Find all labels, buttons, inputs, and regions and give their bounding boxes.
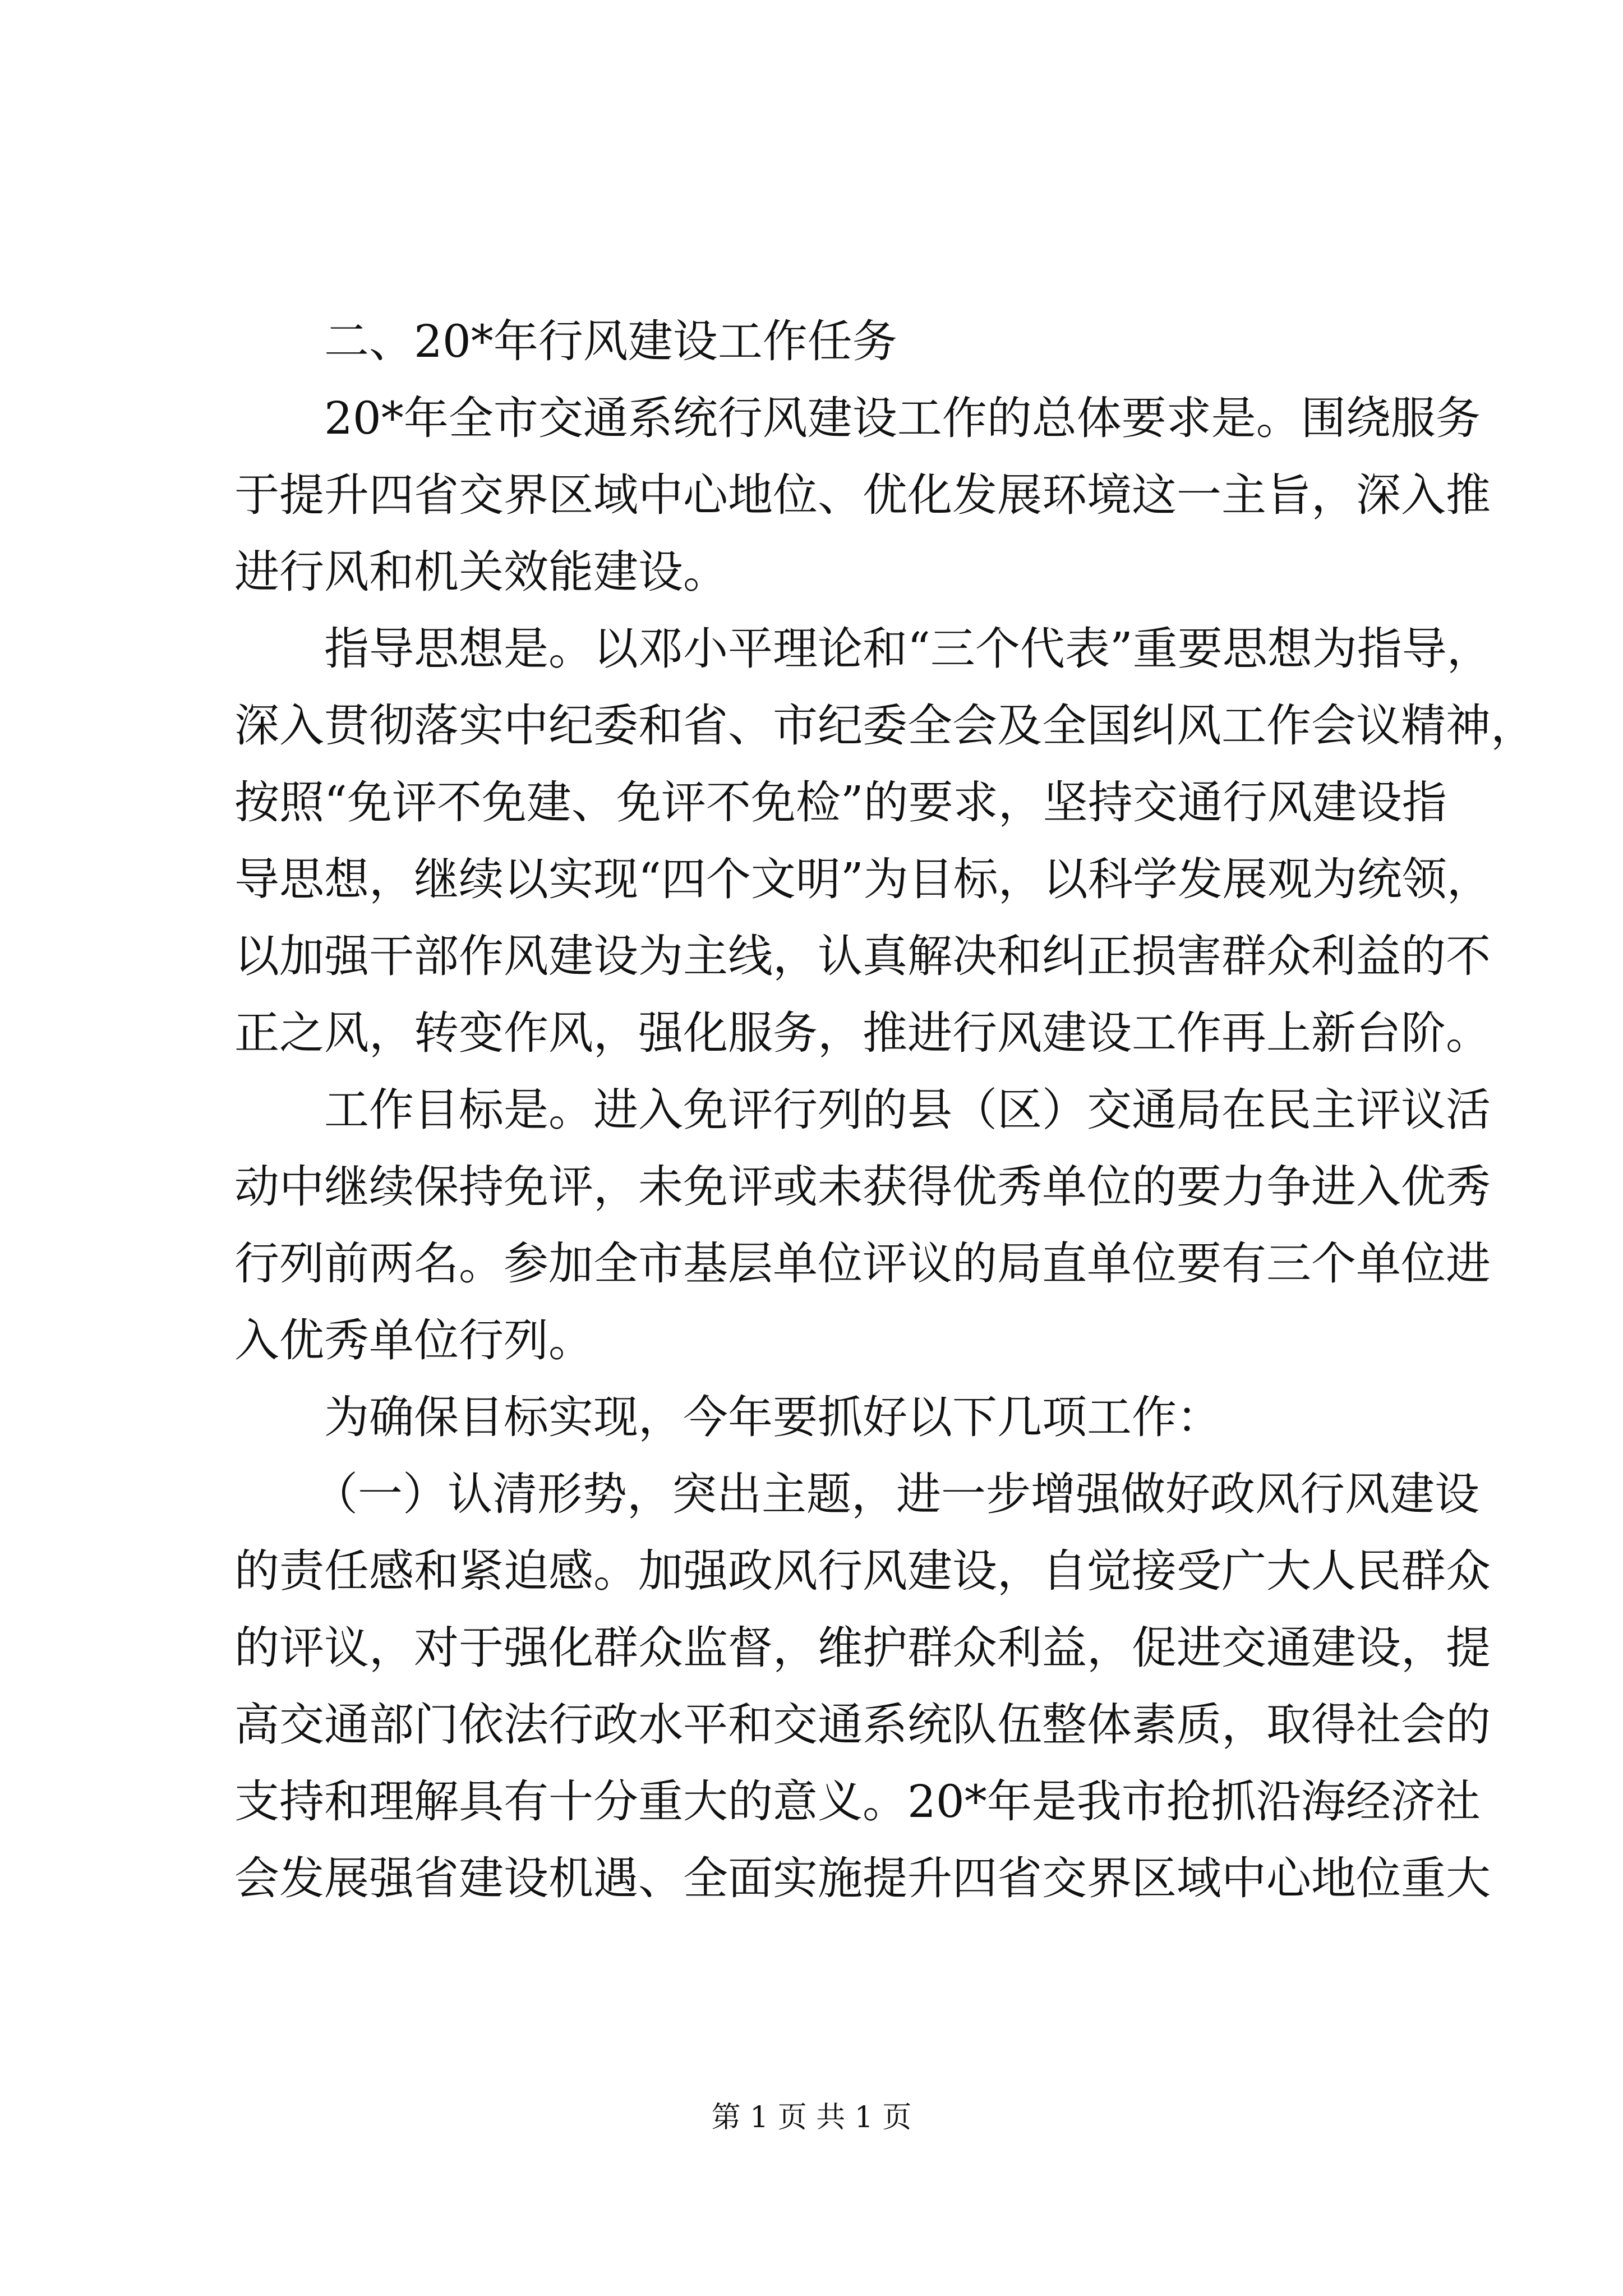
paragraph-item-one <box>234 1456 1491 1917</box>
paragraph-general-requirement <box>234 380 1491 610</box>
section-heading: 二、20*年行风建设工作任务 <box>324 315 897 367</box>
paragraph-guiding-ideology <box>234 610 1536 1071</box>
paragraph-work-goals <box>234 1071 1491 1379</box>
paragraph-line: 高交通部门依法行政水平和交通系统队伍整体素质，取得社会的 <box>234 1699 1491 1751</box>
paragraph-line: 正之风，转变作风，强化服务，推进行风建设工作再上新台阶。 <box>234 1007 1491 1059</box>
paragraph-line: 的责任感和紧迫感。加强政风行风建设，自觉接受广大人民群众 <box>234 1545 1491 1597</box>
paragraph-line: 指导思想是。以邓小平理论和“三个代表”重要思想为指导， <box>324 623 1492 675</box>
paragraph-line: 进行风和机关效能建设。 <box>234 546 728 598</box>
document-body <box>234 303 1536 1917</box>
paragraph-line: 以加强干部作风建设为主线，认真解决和纠正损害群众利益的不 <box>234 930 1491 982</box>
paragraph-line: （一）认清形势，突出主题，进一步增强做好政风行风建设 <box>313 1468 1479 1520</box>
paragraph-line: 支持和理解具有十分重大的意义。20*年是我市抢抓沿海经济社 <box>234 1775 1481 1828</box>
paragraph-line: 于提升四省交界区域中心地位、优化发展环境这一主旨，深入推 <box>234 469 1491 521</box>
paragraph-line: 入优秀单位行列。 <box>234 1314 593 1366</box>
paragraph-line: 工作目标是。进入免评行列的县（区）交通局在民主评议活 <box>324 1084 1491 1136</box>
paragraph-line: 导思想，继续以实现“四个文明”为目标，以科学发展观为统领， <box>234 853 1492 905</box>
paragraph-work-items-intro <box>234 1379 1423 1456</box>
paragraph-line: 深入贯彻落实中纪委和省、市纪委全会及全国纠风工作会议精神， <box>234 700 1536 752</box>
page-number-footer: 第 1 页 共 1 页 <box>711 2101 912 2134</box>
paragraph-line: 动中继续保持免评，未免评或未获得优秀单位的要力争进入优秀 <box>234 1161 1491 1213</box>
paragraph-line: 的评议，对于强化群众监督，维护群众利益，促进交通建设，提 <box>234 1622 1491 1674</box>
paragraph-line: 按照“免评不免建、免评不免检”的要求，坚持交通行风建设指 <box>234 776 1447 829</box>
paragraph-line: 行列前两名。参加全市基层单位评议的局直单位要有三个单位进 <box>234 1237 1491 1290</box>
paragraph-line: 20*年全市交通系统行风建设工作的总体要求是。围绕服务 <box>324 392 1481 444</box>
paragraph-line: 为确保目标实现，今年要抓好以下几项工作： <box>324 1391 1221 1443</box>
paragraph-line: 会发展强省建设机遇、全面实施提升四省交界区域中心地位重大 <box>234 1852 1491 1904</box>
